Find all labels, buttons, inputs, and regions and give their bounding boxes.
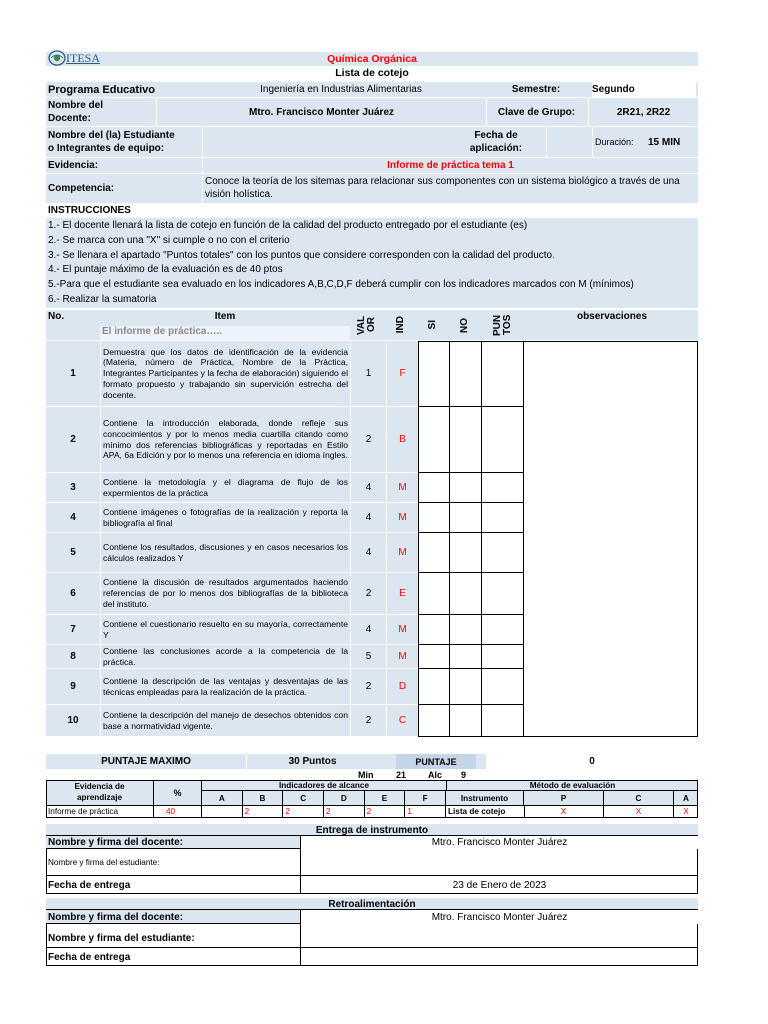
row-valor: 4 bbox=[350, 473, 386, 502]
indicator-col-value: 2 bbox=[283, 805, 324, 818]
row-number: 9 bbox=[46, 669, 100, 704]
row-puntos-cell[interactable] bbox=[482, 503, 524, 533]
entrega-fecha-value: 23 de Enero de 2023 bbox=[300, 876, 698, 894]
retro-estudiante-input[interactable] bbox=[300, 924, 698, 948]
row-valor: 4 bbox=[350, 533, 386, 572]
row-item-text: Demuestra que los datos de identificación de la evidencia (Materia, número de Práctica, Nombre de la Práctica, Integrantes Participantes y la fecha de elaboración) siguiendo el formato propuesto y trabajando sin supervición estrecha del docente. bbox=[103, 346, 348, 400]
row-no-cell[interactable] bbox=[450, 705, 482, 737]
row-puntos-cell[interactable] bbox=[482, 573, 524, 615]
instruction-line: 6.- Realizar la sumatoria bbox=[48, 293, 157, 305]
row-item-text: Contiene la discusión de resultados argumentados haciendo referencias de por lo menos dos bibliografías de la biblioteca del instituto. bbox=[103, 577, 348, 609]
row-no-cell[interactable] bbox=[450, 503, 482, 533]
row-indicator: D bbox=[386, 669, 418, 704]
row-valor: 4 bbox=[350, 615, 386, 644]
row-item-cell bbox=[100, 473, 350, 502]
row-item-text: Contiene imágenes o fotografías de la realización y reporta la bibliografía al final bbox=[103, 506, 348, 528]
row-si-cell[interactable] bbox=[418, 503, 450, 533]
row-item-text: Contiene los resultados, discusiones y en casos necesarios los cálculos realizados Y bbox=[103, 541, 348, 563]
row-si-cell[interactable] bbox=[418, 407, 450, 473]
competencia-value: Conoce la teoría de los sitemas para relacionar sus componentes con un sistema biológico a través de una visión holística. bbox=[202, 176, 698, 201]
fecha-label bbox=[446, 129, 546, 155]
col-item-header: Item bbox=[214, 311, 236, 322]
row-no-cell[interactable] bbox=[450, 407, 482, 473]
row-number: 2 bbox=[46, 407, 100, 472]
row-indicator: M bbox=[386, 503, 418, 532]
evidencia-row bbox=[46, 158, 698, 173]
col-puntos-header bbox=[482, 310, 524, 340]
retro-estudiante-label: Nombre y firma del estudiante: bbox=[48, 932, 195, 944]
row-observaciones-cell[interactable] bbox=[524, 341, 698, 407]
row-item-cell bbox=[100, 407, 350, 472]
row-item-text: Contiene las conclusiones acorde a la competencia de la práctica. bbox=[103, 645, 348, 667]
row-si-cell[interactable] bbox=[418, 705, 450, 737]
row-item-text: Contiene el cuestionario resuelto en su mayoría, correctamente Y bbox=[103, 618, 348, 640]
min-label: Min bbox=[358, 770, 374, 780]
title-row bbox=[46, 52, 698, 66]
estudiante-label-line2: o Integrantes de equipo: bbox=[48, 143, 165, 154]
entrega-section bbox=[46, 824, 698, 894]
row-item-cell bbox=[100, 705, 350, 736]
row-no-cell[interactable] bbox=[450, 341, 482, 407]
retro-section bbox=[46, 898, 698, 966]
estudiante-input[interactable] bbox=[202, 127, 452, 157]
min-value: 21 bbox=[396, 770, 407, 780]
row-puntos-cell[interactable] bbox=[482, 341, 524, 407]
row-number: 7 bbox=[46, 615, 100, 644]
duracion-label: Duración: bbox=[592, 127, 644, 157]
evidencia-header-line2: aprendizaje bbox=[76, 793, 123, 802]
col-ind-label: IND bbox=[395, 316, 406, 334]
fecha-input[interactable] bbox=[546, 127, 590, 157]
table-header bbox=[46, 310, 698, 340]
col-no-header: No. bbox=[48, 311, 65, 322]
retro-docente-label: Nombre y firma del docente: bbox=[48, 911, 184, 923]
row-si-cell[interactable] bbox=[418, 533, 450, 573]
row-observaciones-cell[interactable] bbox=[524, 533, 698, 573]
row-item-text: Contiene la descripción del manejo de desechos obtenidos con base a normatividad vigente. bbox=[103, 709, 348, 731]
puntaje-row bbox=[46, 754, 698, 769]
retro-fecha-input[interactable] bbox=[300, 948, 698, 966]
indicator-col-value: 2 bbox=[243, 805, 284, 818]
table-row bbox=[46, 645, 698, 669]
eval-evidencia-value: Informe de práctica bbox=[46, 805, 154, 818]
row-si-cell[interactable] bbox=[418, 645, 450, 669]
clave-label: Clave de Grupo: bbox=[486, 98, 586, 126]
metodo-col-header: A bbox=[683, 793, 689, 803]
docente-label-line2: Docente: bbox=[48, 113, 91, 124]
indicator-col-header: F bbox=[405, 791, 446, 805]
row-indicator: M bbox=[386, 533, 418, 572]
metodo-col-header: C bbox=[604, 791, 674, 805]
row-indicator: M bbox=[386, 473, 418, 502]
semestre-value: Segundo bbox=[592, 82, 696, 97]
row-number: 4 bbox=[46, 503, 100, 532]
row-observaciones-cell[interactable] bbox=[524, 503, 698, 533]
col-valor-label: VAL OR bbox=[356, 315, 377, 335]
row-valor: 2 bbox=[350, 407, 386, 472]
row-valor: 4 bbox=[350, 503, 386, 532]
estudiante-row bbox=[46, 127, 698, 157]
metodo-header: Método de evaluación bbox=[446, 780, 698, 791]
row-no-cell[interactable] bbox=[450, 615, 482, 645]
table-row bbox=[46, 573, 698, 615]
row-no-cell[interactable] bbox=[450, 473, 482, 503]
document-subtitle: Lista de cotejo bbox=[335, 67, 409, 79]
col-si-label: SI bbox=[427, 320, 438, 330]
instruction-line: 4.- El puntaje máximo de la evaluación es de 40 ptos bbox=[48, 264, 283, 276]
instrumento-header: Instrumento bbox=[446, 791, 524, 805]
row-indicator: M bbox=[386, 645, 418, 668]
row-number: 5 bbox=[46, 533, 100, 572]
row-observaciones-cell[interactable] bbox=[524, 645, 698, 669]
logo-text: ITESA bbox=[66, 51, 100, 65]
row-observaciones-cell[interactable] bbox=[524, 573, 698, 615]
puntaje-value: 0 bbox=[486, 754, 698, 769]
instruction-line: 1.- El docente llenará la lista de cotejo en función de la calidad del producto entregado por el estudiante (es) bbox=[48, 220, 528, 231]
table-row bbox=[46, 503, 698, 533]
row-valor: 5 bbox=[350, 645, 386, 668]
row-item-cell bbox=[100, 573, 350, 614]
row-no-cell[interactable] bbox=[450, 669, 482, 705]
col-obs-header: observaciones bbox=[576, 311, 648, 322]
retro-title: Retroalimentación bbox=[328, 898, 416, 910]
estudiante-label-line1: Nombre del (la) Estudiante bbox=[48, 130, 175, 141]
row-puntos-cell[interactable] bbox=[482, 407, 524, 473]
indicator-col-header: C bbox=[283, 791, 324, 805]
row-number: 8 bbox=[46, 645, 100, 668]
metodo-col-header: P bbox=[524, 791, 604, 805]
row-item-cell bbox=[100, 503, 350, 532]
instructions-title: INSTRUCCIONES bbox=[48, 205, 131, 216]
col-valor-header bbox=[350, 310, 384, 340]
evaluation-table bbox=[46, 780, 698, 818]
competencia-row bbox=[46, 174, 698, 203]
row-si-cell[interactable] bbox=[418, 473, 450, 503]
row-observaciones-cell[interactable] bbox=[524, 473, 698, 503]
docente-label-line1: Nombre del bbox=[48, 100, 104, 111]
row-item-cell bbox=[100, 669, 350, 704]
row-item-cell bbox=[100, 645, 350, 668]
table-row bbox=[46, 341, 698, 407]
evidencia-value: Informe de práctica tema 1 bbox=[202, 158, 698, 173]
row-puntos-cell[interactable] bbox=[482, 615, 524, 645]
row-number: 10 bbox=[46, 705, 100, 736]
row-observaciones-cell[interactable] bbox=[524, 705, 698, 737]
semestre-label: Semestre: bbox=[511, 84, 561, 95]
instruction-line: 3.- Se llenara el apartado "Puntos totales" con los puntos que considere corresponden con la calidad del producto. bbox=[48, 249, 555, 261]
retro-docente-value: Mtro. Francisco Monter Juárez bbox=[300, 910, 698, 924]
competencia-label: Competencia: bbox=[48, 183, 115, 194]
indicator-col-value bbox=[202, 805, 243, 818]
row-observaciones-cell[interactable] bbox=[524, 669, 698, 705]
table-row bbox=[46, 669, 698, 705]
indicadores-header: Indicadores de alcance bbox=[202, 780, 446, 791]
entrega-estudiante-input[interactable] bbox=[300, 849, 698, 876]
row-valor: 2 bbox=[350, 573, 386, 614]
row-puntos-cell[interactable] bbox=[482, 533, 524, 573]
row-item-text: Contiene la introducción elaborada, donde refleje sus concocimientos y por lo menos media cuartilla citando como mínimo dos referencias bibliográficas y reportadas en Estilo APA, 6a Edición y por lo menos una referencia en idioma íngles. bbox=[103, 417, 348, 461]
programa-value: Ingeniería en Industrias Alimentarias bbox=[260, 84, 422, 95]
row-number: 1 bbox=[46, 341, 100, 406]
indicator-col-value: 2 bbox=[324, 805, 365, 818]
row-no-cell[interactable] bbox=[450, 533, 482, 573]
table-row bbox=[46, 705, 698, 737]
instructions-box bbox=[46, 218, 698, 308]
row-puntos-cell[interactable] bbox=[482, 473, 524, 503]
indicator-col-header: E bbox=[365, 791, 406, 805]
metodo-col-value: X bbox=[683, 807, 689, 816]
clave-value: 2R21, 2R22 bbox=[588, 98, 698, 126]
estudiante-label bbox=[48, 129, 175, 155]
evidencia-header-line1: Evidencia de bbox=[74, 782, 125, 791]
row-no-cell[interactable] bbox=[450, 645, 482, 669]
puntaje-maximo-label: PUNTAJE MAXIMO bbox=[101, 756, 191, 767]
retro-fecha-label: Fecha de entrega bbox=[48, 951, 131, 963]
row-puntos-cell[interactable] bbox=[482, 705, 524, 737]
metodo-col-value: X bbox=[604, 805, 674, 818]
puntaje-maximo-value: 30 Puntos bbox=[246, 754, 378, 769]
table-row bbox=[46, 473, 698, 503]
alc-value: 9 bbox=[461, 770, 467, 780]
docente-value: Mtro. Francisco Monter Juárez bbox=[156, 98, 486, 126]
row-item-cell bbox=[100, 341, 350, 406]
row-indicator: F bbox=[386, 341, 418, 406]
row-observaciones-cell[interactable] bbox=[524, 407, 698, 473]
col-ind-header bbox=[386, 310, 416, 340]
docente-label bbox=[48, 99, 103, 125]
row-indicator: B bbox=[386, 407, 418, 472]
row-si-cell[interactable] bbox=[418, 615, 450, 645]
row-item-cell bbox=[100, 533, 350, 572]
table-row bbox=[46, 407, 698, 473]
puntaje-label: PUNTAJE bbox=[396, 754, 476, 769]
docente-row bbox=[46, 98, 698, 126]
table-row bbox=[46, 615, 698, 645]
row-valor: 2 bbox=[350, 669, 386, 704]
pct-header: % bbox=[154, 780, 202, 805]
indicator-col-header: A bbox=[202, 791, 243, 805]
row-number: 6 bbox=[46, 573, 100, 614]
entrega-docente-value: Mtro. Francisco Monter Juárez bbox=[300, 836, 698, 849]
instruction-line: 2.- Se marca con una "X" si cumple o no con el criterio bbox=[48, 234, 290, 246]
col-no2-header bbox=[450, 310, 480, 340]
row-item-text: Contiene la descripción de las ventajas y desventajas de las técnicas empleadas para la realización de la práctica. bbox=[103, 675, 348, 697]
duracion-value: 15 MIN bbox=[648, 136, 681, 148]
row-item-text: Contiene la metodología y el diagrama de flujo de los expermientos de la práctica bbox=[103, 476, 348, 498]
row-observaciones-cell[interactable] bbox=[524, 615, 698, 645]
alc-label: Alc bbox=[428, 770, 443, 780]
fecha-label-line1: Fecha de bbox=[474, 130, 518, 141]
row-no-cell[interactable] bbox=[450, 573, 482, 615]
eval-pct-value: 40 bbox=[154, 805, 202, 818]
programa-label: Programa Educativo bbox=[48, 83, 155, 96]
intro-text: El informe de práctica….. bbox=[100, 326, 350, 340]
col-si-header bbox=[418, 310, 448, 340]
entrega-fecha-label: Fecha de entrega bbox=[48, 879, 131, 891]
row-valor: 1 bbox=[350, 341, 386, 406]
row-puntos-cell[interactable] bbox=[482, 645, 524, 669]
row-si-cell[interactable] bbox=[418, 341, 450, 407]
row-si-cell[interactable] bbox=[418, 573, 450, 615]
col-puntos-label: PUN TOS bbox=[492, 314, 513, 336]
row-number: 3 bbox=[46, 473, 100, 502]
programa-row bbox=[46, 82, 698, 97]
fecha-label-line2: aplicación: bbox=[469, 143, 523, 154]
indicator-col-header: D bbox=[324, 791, 365, 805]
table-row bbox=[46, 533, 698, 573]
row-indicator: C bbox=[386, 705, 418, 736]
entrega-title: Entrega de instrumento bbox=[315, 824, 429, 836]
entrega-estudiante-label: Nombre y firma del estudiante: bbox=[48, 858, 160, 867]
document-title: Química Orgánica bbox=[327, 53, 417, 65]
evidencia-label: Evidencia: bbox=[48, 160, 99, 171]
eval-instrumento-value: Lista de cotejo bbox=[448, 807, 506, 816]
row-indicator: M bbox=[386, 615, 418, 644]
row-indicator: E bbox=[386, 573, 418, 614]
instruction-line: 5.-Para que el estudiante sea evaluado en los indicadores A,B,C,D,F deberá cumplir con los indicadores marcados con M (mínimos) bbox=[48, 279, 634, 291]
row-item-cell bbox=[100, 615, 350, 644]
indicator-col-value: 1 bbox=[405, 805, 446, 818]
indicator-col-header: B bbox=[243, 791, 284, 805]
col-no2-label: NO bbox=[459, 317, 470, 333]
row-puntos-cell[interactable] bbox=[482, 669, 524, 705]
row-si-cell[interactable] bbox=[418, 669, 450, 705]
indicator-col-value: 2 bbox=[365, 805, 406, 818]
metodo-col-value: X bbox=[524, 805, 604, 818]
entrega-docente-label: Nombre y firma del docente: bbox=[48, 837, 184, 848]
row-valor: 2 bbox=[350, 705, 386, 736]
